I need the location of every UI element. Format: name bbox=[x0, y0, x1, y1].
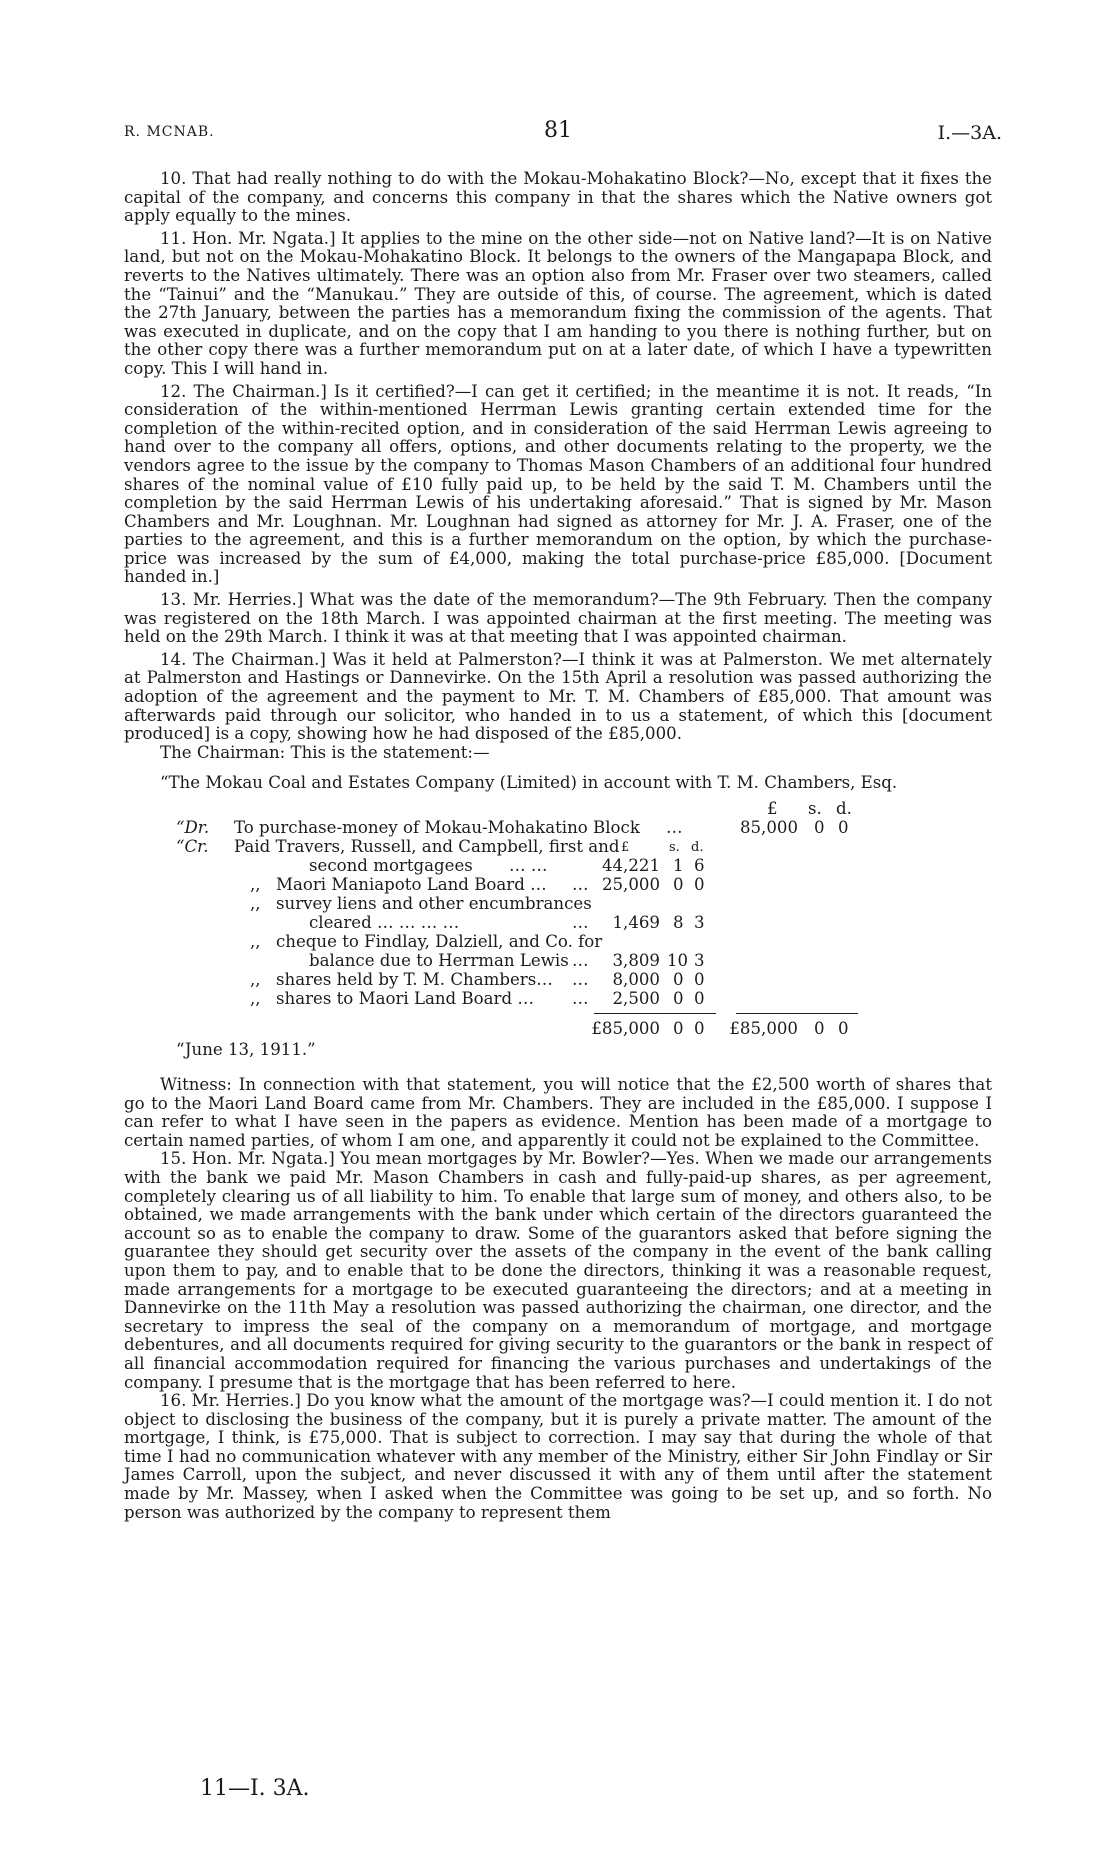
cr-row-4-line2: balance due to Herrman Lewis bbox=[309, 951, 569, 970]
cr-row-5-dots: … bbox=[572, 970, 589, 989]
cr-row-3-pounds: 1,469 bbox=[612, 913, 660, 932]
cr-row-5-line1: shares held by T. M. Chambers… bbox=[276, 970, 553, 989]
outer-total-rule bbox=[736, 1013, 858, 1014]
cr-row-5-prefix: ,, bbox=[250, 970, 261, 989]
paragraph-14: 14. The Chairman.] Was it held at Palmerston?—I think it was at Palmerston. We met alternately at Palmerston and Hastings or Dannevirke. On the 15th April a resolution was passed authorizing the adoption of the agreement and the payment to Mr. T. M. Chambers of £85,000. That amount was afterwards paid through our solicitor, who handed in to us a statement, of which this [document produced] is a copy, showing how he had disposed of the £85,000. bbox=[124, 649, 992, 744]
cr-row-6-shillings: 0 bbox=[673, 989, 684, 1008]
paragraph-16: 16. Mr. Herries.] Do you know what the amount of the mortgage was?—I could mention it. I do not object to disclosing the business of the company, but it is purely a private matter. The amount of the mortgage, I think, is £75,000. That is subject to correction. I may say that during the whole of that time I had no communication whatever with any member of the Ministry, either Sir John Findlay or Sir James Carroll, upon the subject, and never discussed it with any of them until after the statement made by Mr. Massey, when I asked when the Committee was going to be set up, and so forth. No person was authorized by the company to represent them bbox=[124, 1391, 992, 1522]
cr-row-1-pence: 6 bbox=[694, 856, 705, 875]
paragraph-11: 11. Hon. Mr. Ngata.] It applies to the mine on the other side—not on Native land?—It is on Native land, but not on the Mokau-Mohakatino Block. It belongs to the owners of the Mangapapa Block, and reverts to the Natives ultimately. There was an option also from Mr. Fraser over two steamers, called the “Tainui” and the “Manukau.” They are outside of this, of course. The agreement, which is dated the 27th January, between the parties has a memorandum fixing the commission of the agents. That was executed in duplicate, and on the copy that I am handing to you there is nothing further, but on the other copy there was a further memorandum put on at a later date, of which I have a typewritten copy. This I will hand in. bbox=[124, 228, 992, 378]
dr-amount-pence: 0 bbox=[838, 818, 849, 837]
inner-header-pence: d. bbox=[691, 840, 704, 855]
cr-row-3-dots: … bbox=[572, 913, 589, 932]
cr-row-1-dots: … … bbox=[509, 856, 548, 875]
paragraph-12: 12. The Chairman.] Is it certified?—I can get it certified; in the meantime it is not. It reads, “In consideration of the within-mentioned Herrman Lewis granting certain extended time for the completion of the within-recited option, and in consideration of the said Herrman Lewis agreeing to hand over to the company all offers, options, and other documents relating to the property, we the vendors agree to the issue by the company to Thomas Mason Chambers of an additional four hundred shares of the nominal value of £10 fully paid up, to be held by the said T. M. Chambers until the completion by the said Herrman Lewis of his undertaking aforesaid.” That is signed by Mr. Mason Chambers and Mr. Loughnan. Mr. Loughnan had signed as attorney for Mr. J. A. Fraser, one of the parties to the agreement, and this is a further memorandum on the option, by which the purchase-price was increased by the sum of £4,000, making the total purchase-price £85,000. [Document handed in.] bbox=[124, 381, 992, 587]
cr-row-1-shillings: 1 bbox=[673, 856, 684, 875]
inner-total-rule bbox=[594, 1013, 716, 1014]
inner-header-pounds: £ bbox=[621, 840, 630, 855]
cr-row-5-pounds: 8,000 bbox=[612, 970, 660, 989]
cr-row-1-line1: Paid Travers, Russell, and Campbell, first and bbox=[234, 837, 620, 856]
cr-row-4-dots: … bbox=[572, 951, 589, 970]
cr-row-1-line2: second mortgagees bbox=[309, 856, 473, 875]
cr-row-5-shillings: 0 bbox=[673, 970, 684, 989]
dr-text: To purchase-money of Mokau-Mohakatino Block bbox=[234, 818, 640, 837]
cr-row-3-prefix: ,, bbox=[250, 894, 261, 913]
statement-title: “The Mokau Coal and Estates Company (Limited) in account with T. M. Chambers, Esq. bbox=[160, 773, 898, 793]
body-text bbox=[124, 170, 992, 1522]
cr-row-4-pounds: 3,809 bbox=[612, 951, 660, 970]
cr-row-5-pence: 0 bbox=[694, 970, 705, 989]
outer-header-shillings: s. bbox=[808, 799, 822, 818]
cr-row-4-line1: cheque to Findlay, Dalziell, and Co. for bbox=[276, 932, 603, 951]
chairman-line: The Chairman: This is the statement:— bbox=[160, 742, 490, 762]
dr-dots: … bbox=[666, 818, 683, 837]
cr-row-2-pounds: 25,000 bbox=[601, 875, 660, 894]
account-statement-table bbox=[124, 799, 992, 1064]
cr-row-3-line1: survey liens and other encumbrances bbox=[276, 894, 592, 913]
header-author: R. MCNAB. bbox=[124, 124, 215, 140]
outer-header-pence: d. bbox=[836, 799, 852, 818]
inner-total-shillings: 0 bbox=[673, 1019, 684, 1038]
cr-row-6-pounds: 2,500 bbox=[612, 989, 660, 1008]
dr-amount-shillings: 0 bbox=[814, 818, 825, 837]
paper-reference: I.—3A. bbox=[937, 122, 1002, 144]
page-number: 81 bbox=[544, 118, 572, 143]
outer-header-pounds: £ bbox=[767, 799, 778, 818]
page-footer-signature: 11—I. 3A. bbox=[200, 1776, 310, 1801]
cr-row-6-line1: shares to Maori Land Board … bbox=[276, 989, 534, 1008]
paragraph-15: 15. Hon. Mr. Ngata.] You mean mortgages by Mr. Bowler?—Yes. When we made our arrangements with the bank we paid Mr. Mason Chambers in cash and fully-paid-up shares, as per agreement, completely clearing us of all liability to him. To enable that large sum of money, and others also, to be obtained, we made arrangements with the bank under which certain of the directors guaranteed the account so as to enable the company to draw. Some of the guarantors asked that before signing the guarantee they should get security over the assets of the company in the event of the bank calling upon them to pay, and to enable that to be done the directors, thinking it was a reasonable request, made arrangements for a mortgage to be executed guaranteeing the directors; and at a meeting in Dannevirke on the 11th May a resolution was passed authorizing the chairman, one director, and the secretary to impress the seal of the company on a memorandum of mortgage, and mortgage debentures, and all documents required for giving security to the guarantors or the bank in respect of all financial accommodation required for financing the various purchases and undertakings of the company. I presume that is the mortgage that has been referred to here. bbox=[124, 1149, 992, 1392]
outer-total-shillings: 0 bbox=[814, 1019, 825, 1038]
outer-total-pounds: £85,000 bbox=[729, 1019, 798, 1038]
page-header bbox=[124, 118, 1002, 148]
outer-total-pence: 0 bbox=[838, 1019, 849, 1038]
cr-row-6-prefix: ,, bbox=[250, 989, 261, 1008]
cr-row-3-shillings: 8 bbox=[673, 913, 684, 932]
cr-row-4-prefix: ,, bbox=[250, 932, 261, 951]
cr-row-4-shillings: 10 bbox=[667, 951, 689, 970]
cr-row-2-prefix: ,, bbox=[250, 875, 261, 894]
cr-row-2-shillings: 0 bbox=[673, 875, 684, 894]
dr-amount-pounds: 85,000 bbox=[739, 818, 798, 837]
cr-row-6-dots: … bbox=[572, 989, 589, 1008]
cr-row-2-pence: 0 bbox=[694, 875, 705, 894]
inner-total-pence: 0 bbox=[694, 1019, 705, 1038]
statement-date: “June 13, 1911.” bbox=[176, 1040, 316, 1059]
dr-label: “Dr. bbox=[176, 818, 210, 837]
inner-total-pounds: £85,000 bbox=[591, 1019, 660, 1038]
paragraph-13: 13. Mr. Herries.] What was the date of the memorandum?—The 9th February. Then the company was registered on the 18th March. I was appointed chairman at the first meeting. The meeting was held on the 29th March. I think it was at that meeting that I was appointed chairman. bbox=[124, 590, 992, 647]
cr-row-1-pounds: 44,221 bbox=[601, 856, 660, 875]
cr-row-6-pence: 0 bbox=[694, 989, 705, 1008]
cr-row-3-pence: 3 bbox=[694, 913, 705, 932]
cr-row-3-line2: cleared … … … … bbox=[309, 913, 460, 932]
witness-paragraph: Witness: In connection with that statement, you will notice that the £2,500 worth of shares that go to the Maori Land Board came from Mr. Chambers. They are included in the £85,000. I suppose I can refer to what I have seen in the papers as evidence. Mention has been made of a mortgage to certain named parties, of whom I am one, and apparently it could not be explained to the Committee. bbox=[124, 1075, 992, 1150]
paragraph-10: 10. That had really nothing to do with the Mokau-Mohakatino Block?—No, except that it fixes the capital of the company, and concerns this company in that the shares which the Native owners got apply equally to the mines. bbox=[124, 169, 992, 226]
cr-row-2-line1: Maori Maniapoto Land Board … bbox=[276, 875, 547, 894]
cr-row-4-pence: 3 bbox=[694, 951, 705, 970]
cr-label: “Cr. bbox=[176, 837, 209, 856]
inner-header-shillings: s. bbox=[669, 840, 680, 855]
cr-row-2-dots: … bbox=[572, 875, 589, 894]
